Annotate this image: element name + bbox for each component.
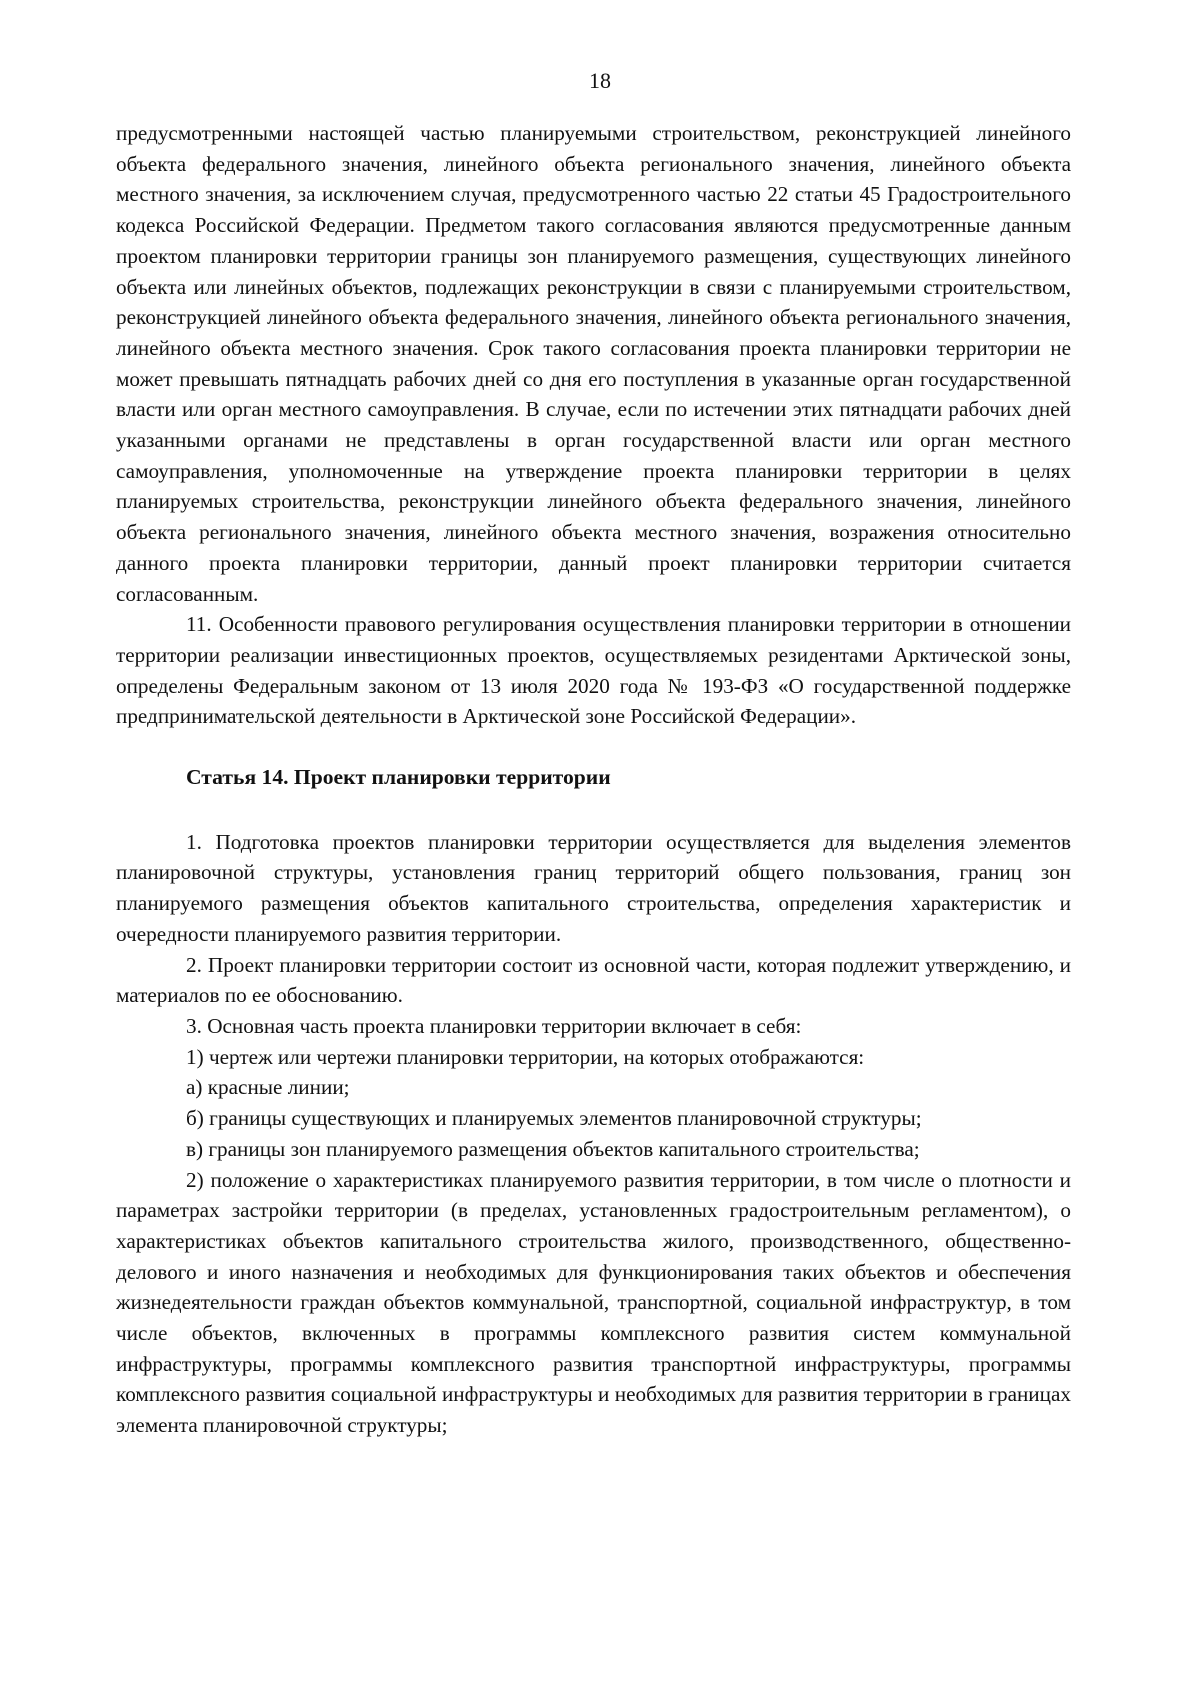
paragraph-item-11: 11. Особенности правового регулирования осуществления планировки территории в отношении территории реализации инвестиционных проектов, осуществляемых резидентами Арктической зоны, определены Федеральным законом от 13 июля 2020 года № 193-ФЗ «О государственной поддержке предпринимательской деятельности в Арктической зоне Российской Федерации». [116, 612, 1071, 729]
subitem-a: а) красные линии; [186, 1075, 350, 1100]
paragraph-continuation: предусмотренными настоящей частью планируемыми строительством, реконструкцией линейного объекта федерального значения, линейного объекта регионального значения, линейного объекта местного значения, за исключением случая, предусмотренного частью 22 статьи 45 Градостроительного кодекса Российской Федерации. Предметом такого согласования являются предусмотренные данным проектом планировки территории границы зон планируемого размещения, существующих линейного объекта или линейных объектов, подлежащих реконструкции в связи с планируемыми строительством, реконструкцией линейного объекта федерального значения, линейного объекта регионального значения, линейного объекта местного значения. Срок такого согласования проекта планировки территории не может превышать пятнадцать рабочих дней со дня его поступления в указанные орган государственной власти или орган местного самоуправления. В случае, если по истечении этих пятнадцати рабочих дней указанными органами не представлены в орган государственной власти или орган местного самоуправления, уполномоченные на утверждение проекта планировки территории в целях планируемых строительства, реконструкции линейного объекта федерального значения, линейного объекта регионального значения, линейного объекта местного значения, возражения относительно данного проекта планировки территории, данный проект планировки территории считается согласованным. [116, 121, 1071, 606]
page-number: 18 [589, 68, 611, 93]
subitem-v: в) границы зон планируемого размещения объектов капитального строительства; [186, 1136, 920, 1161]
document-body [116, 118, 1071, 1441]
subitem-1: 1) чертеж или чертежи планировки территории, на которых отображаются: [186, 1044, 865, 1069]
paragraph-item-1: 1. Подготовка проектов планировки территории осуществляется для выделения элементов планировочной структуры, установления границ территорий общего пользования, границ зон планируемого размещения объектов капитального строительства, определения характеристик и очередности планируемого развития территории. [116, 829, 1071, 946]
subitem-2: 2) положение о характеристиках планируемого развития территории, в том числе о плотности и параметрах застройки территории (в пределах, установленных градостроительным регламентом), о характеристиках объектов капитального строительства жилого, производственного, общественно-делового и иного назначения и необходимых для функционирования таких объектов и обеспечения жизнедеятельности граждан объектов коммунальной, транспортной, социальной инфраструктур, в том числе объектов, включенных в программы комплексного развития систем коммунальной инфраструктуры, программы комплексного развития транспортной инфраструктуры, программы комплексного развития социальной инфраструктуры и необходимых для развития территории в границах элемента планировочной структуры; [116, 1167, 1071, 1438]
paragraph-item-2: 2. Проект планировки территории состоит из основной части, которая подлежит утверждению, и материалов по ее обоснованию. [116, 952, 1071, 1008]
subitem-b: б) границы существующих и планируемых элементов планировочной структуры; [186, 1106, 922, 1131]
article-heading: Статья 14. Проект планировки территории [186, 765, 611, 790]
paragraph-item-3: 3. Основная часть проекта планировки территории включает в себя: [186, 1013, 802, 1038]
